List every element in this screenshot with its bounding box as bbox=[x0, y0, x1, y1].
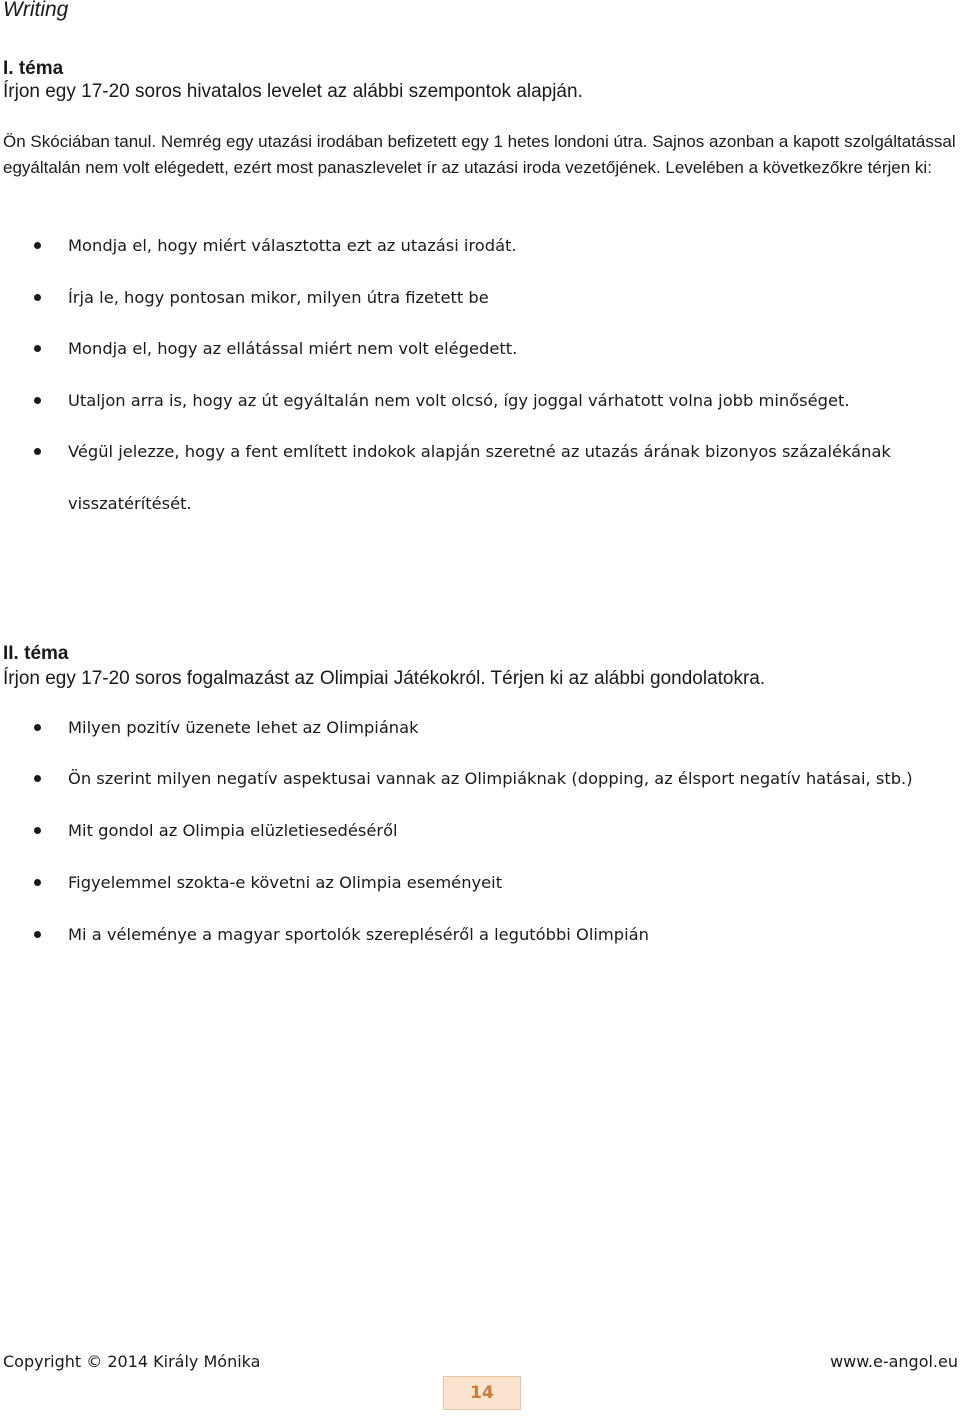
bullet-icon bbox=[34, 294, 41, 301]
bullet-icon bbox=[34, 448, 41, 455]
bullet-icon bbox=[34, 775, 41, 782]
list-item-text: Milyen pozitív üzenete lehet az Olimpiának bbox=[68, 718, 419, 737]
section1-intro-paragraph: Ön Skóciában tanul. Nemrég egy utazási irodában befizetett egy 1 hetes londoni útra. Sajnos azonban a kapott szolgáltatással egyáltalán nem volt elégedett, ezért most panaszlevelet ír az utazási iroda vezetőjének. Levelében a következőkre térjen ki: bbox=[3, 132, 956, 177]
list-item-text: Mondja el, hogy az ellátással miért nem volt elégedett. bbox=[68, 339, 518, 358]
page-header-title: Writing bbox=[3, 0, 69, 21]
section2-heading: II. téma bbox=[3, 643, 69, 664]
page-number-badge: 14 bbox=[443, 1376, 521, 1410]
list-item-text: Figyelemmel szokta-e követni az Olimpia eseményeit bbox=[68, 873, 503, 892]
list-item-text: Ön szerint milyen negatív aspektusai vannak az Olimpiáknak (dopping, az élsport negatív hatásai, stb.) bbox=[68, 769, 913, 788]
bullet-icon bbox=[34, 931, 41, 938]
bullet-icon bbox=[34, 827, 41, 834]
list-item-text: Mi a véleménye a magyar sportolók szerepléséről a legutóbbi Olimpián bbox=[68, 925, 649, 944]
list-item-text: Utaljon arra is, hogy az út egyáltalán nem volt olcsó, így joggal várhatott volna jobb minőséget. bbox=[68, 391, 850, 410]
list-item-text: Mondja el, hogy miért választotta ezt az utazási irodát. bbox=[68, 236, 517, 255]
bullet-icon bbox=[34, 724, 41, 731]
list-item-text: Mit gondol az Olimpia elüzletiesedéséről bbox=[68, 821, 398, 840]
list-item-continuation: visszatérítését. bbox=[68, 494, 192, 513]
list-item-text: Írja le, hogy pontosan mikor, milyen útra fizetett be bbox=[68, 288, 489, 307]
section1-instruction: Írjon egy 17-20 soros hivatalos levelet az alábbi szempontok alapján. bbox=[3, 81, 583, 102]
bullet-icon bbox=[34, 879, 41, 886]
bullet-icon bbox=[34, 242, 41, 249]
bullet-icon bbox=[34, 397, 41, 404]
footer-copyright: Copyright © 2014 Király Mónika bbox=[3, 1352, 261, 1371]
footer-website: www.e-angol.eu bbox=[830, 1352, 958, 1371]
list-item-text: Végül jelezze, hogy a fent említett indokok alapján szeretné az utazás árának bizonyos százalékának bbox=[68, 442, 891, 461]
section2-instruction: Írjon egy 17-20 soros fogalmazást az Olimpiai Játékokról. Térjen ki az alábbi gondolatokra. bbox=[3, 668, 766, 689]
section1-heading: I. téma bbox=[3, 58, 64, 79]
bullet-icon bbox=[34, 345, 41, 352]
